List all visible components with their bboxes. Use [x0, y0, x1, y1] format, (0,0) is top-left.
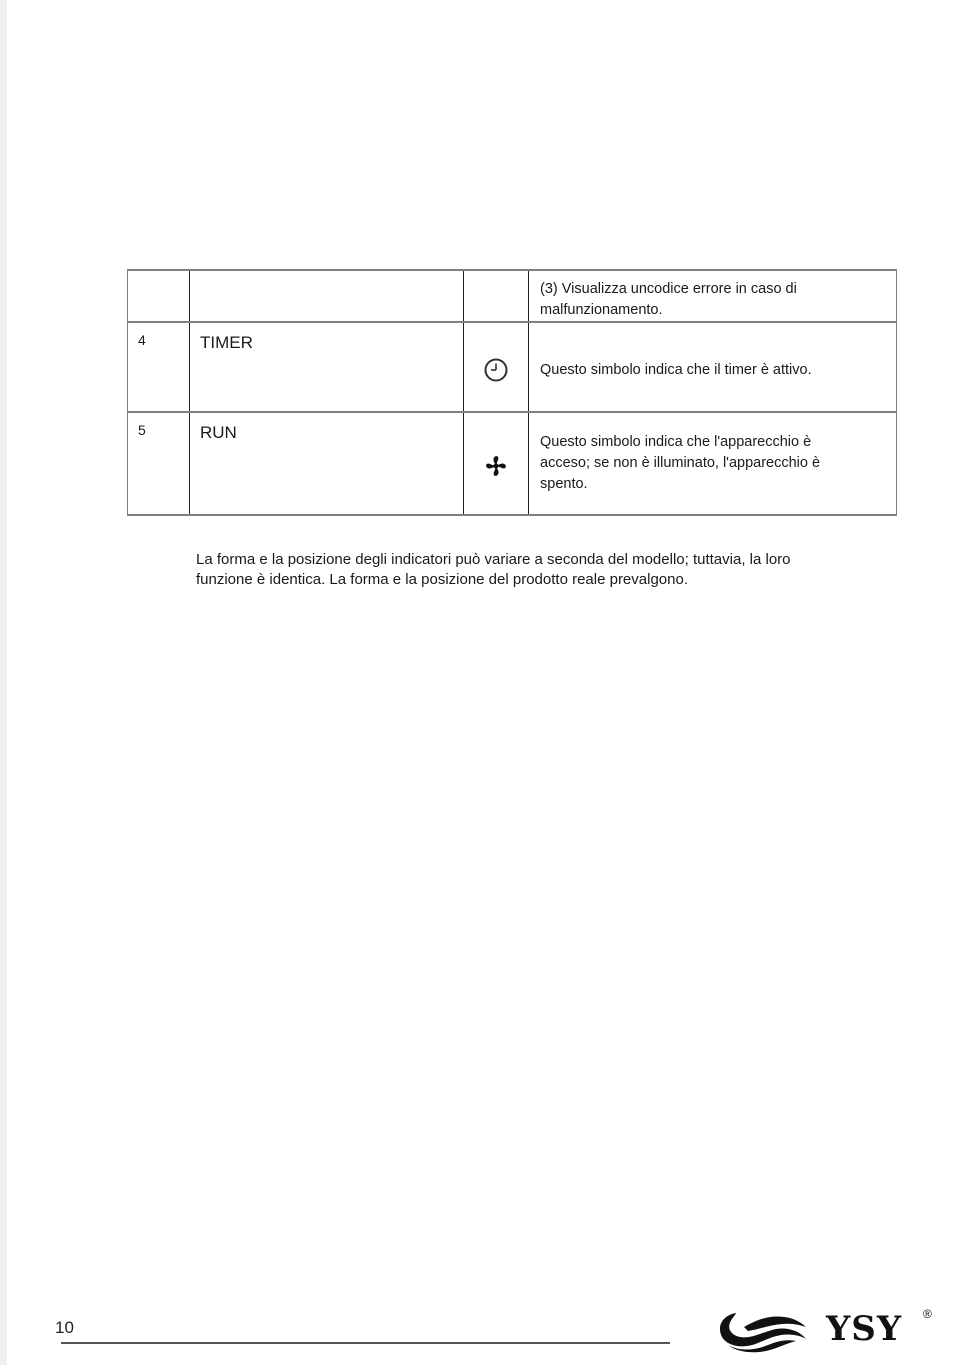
row-description: (3) Visualizza uncodice errore in caso di malfunzionamento. — [540, 281, 797, 318]
row-name: RUN — [200, 423, 237, 442]
row-number: 5 — [138, 422, 146, 438]
brand-name: YSY — [826, 1309, 903, 1349]
row-icon-cell — [464, 412, 529, 515]
row-name: TIMER — [200, 333, 253, 352]
row-number-cell — [128, 270, 190, 322]
note-paragraph: La forma e la posizione degli indicatori può variare a seconda del modello; tuttavia, la loro funzione è identica. La forma e la posizione del prodotto reale prevalgono. — [196, 551, 791, 588]
footer-rule — [61, 1342, 670, 1344]
row-number-cell — [128, 412, 190, 515]
page-number: 10 — [55, 1318, 74, 1337]
row-description-cell — [529, 322, 897, 412]
row-number: 4 — [138, 332, 146, 348]
row-icon-cell — [464, 270, 529, 322]
row-number-cell — [128, 322, 190, 412]
row-description-cell — [529, 412, 897, 515]
brand-logo — [714, 1305, 944, 1355]
row-icon-cell — [464, 322, 529, 412]
row-name-cell — [190, 322, 464, 412]
table-row — [128, 412, 897, 515]
viewer-left-margin — [0, 0, 7, 1365]
row-name-cell — [190, 412, 464, 515]
table-row — [128, 270, 897, 322]
row-description: Questo simbolo indica che l'apparecchio è acceso; se non è illuminato, l'apparecchio è spento. — [540, 434, 821, 492]
fan-icon — [482, 452, 510, 480]
indicator-table — [127, 269, 897, 516]
table-row — [128, 322, 897, 412]
clock-icon — [483, 357, 509, 383]
row-name-cell — [190, 270, 464, 322]
registered-mark: ® — [923, 1307, 932, 1321]
row-description-cell — [529, 270, 897, 322]
row-description: Questo simbolo indica che il timer è attivo. — [540, 361, 812, 378]
wave-logo-icon — [714, 1305, 814, 1355]
